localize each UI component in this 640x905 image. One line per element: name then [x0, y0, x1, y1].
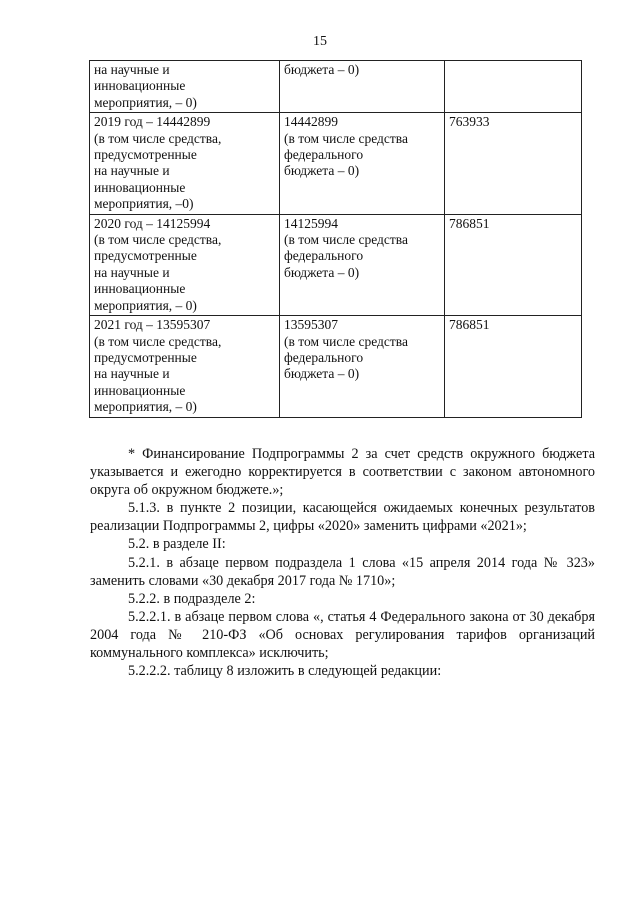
table-cell-federal: бюджета – 0) [280, 61, 445, 113]
amendment-paragraph: 5.2.2.2. таблицу 8 изложить в следующей редакции: [128, 663, 442, 680]
table-row [90, 316, 582, 417]
amendment-paragraph: 5.2. в разделе II: [128, 536, 226, 553]
table-cell-federal: 14125994 (в том числе средства федерального бюджета – 0) [280, 214, 445, 315]
table-cell-amount: 763933 [445, 113, 582, 214]
table-cell-amount: 786851 [445, 316, 582, 417]
amendment-paragraph: 5.1.3. в пункте 2 позиции, касающейся ожидаемых конечных результатов реализации Подпрограммы 2, цифры «2020» заменить цифрами «2021»; [90, 500, 595, 535]
table-row [90, 214, 582, 315]
table-cell-period: 2021 год – 13595307 (в том числе средства, предусмотренные на научные и инновационные мероприятия, – 0) [90, 316, 280, 417]
amendment-paragraph: 5.2.1. в абзаце первом подраздела 1 слова «15 апреля 2014 года № 323» заменить словами «30 декабря 2017 года № 1710»; [90, 554, 595, 589]
table-cell-amount: 786851 [445, 214, 582, 315]
document-body [90, 445, 595, 680]
table-cell-period: на научные и инновационные мероприятия, – 0) [90, 61, 280, 113]
table-cell-period: 2020 год – 14125994 (в том числе средства, предусмотренные на научные и инновационные мероприятия, – 0) [90, 214, 280, 315]
table-cell-period: 2019 год – 14442899 (в том числе средства, предусмотренные на научные и инновационные мероприятия, –0) [90, 113, 280, 214]
amendment-paragraph: 5.2.2.1. в абзаце первом слова «, статья 4 Федерального закона от 30 декабря 2004 года № 210-ФЗ «Об основах регулирования тарифов организаций коммунального комплекса» исключить; [90, 608, 595, 662]
table-cell-federal: 14442899 (в том числе средства федерального бюджета – 0) [280, 113, 445, 214]
footnote-paragraph: * Финансирование Подпрограммы 2 за счет средств окружного бюджета указывается и ежегодно корректируется в соответствии с законом автономного округа об окружном бюджете.»; [90, 446, 595, 499]
table-row [90, 113, 582, 214]
amendment-paragraph: 5.2.2. в подразделе 2: [128, 590, 256, 607]
table-cell-amount [445, 61, 582, 113]
financing-table [89, 60, 582, 418]
page-number: 15 [313, 34, 327, 49]
table-cell-federal: 13595307 (в том числе средства федерального бюджета – 0) [280, 316, 445, 417]
table-row [90, 61, 582, 113]
